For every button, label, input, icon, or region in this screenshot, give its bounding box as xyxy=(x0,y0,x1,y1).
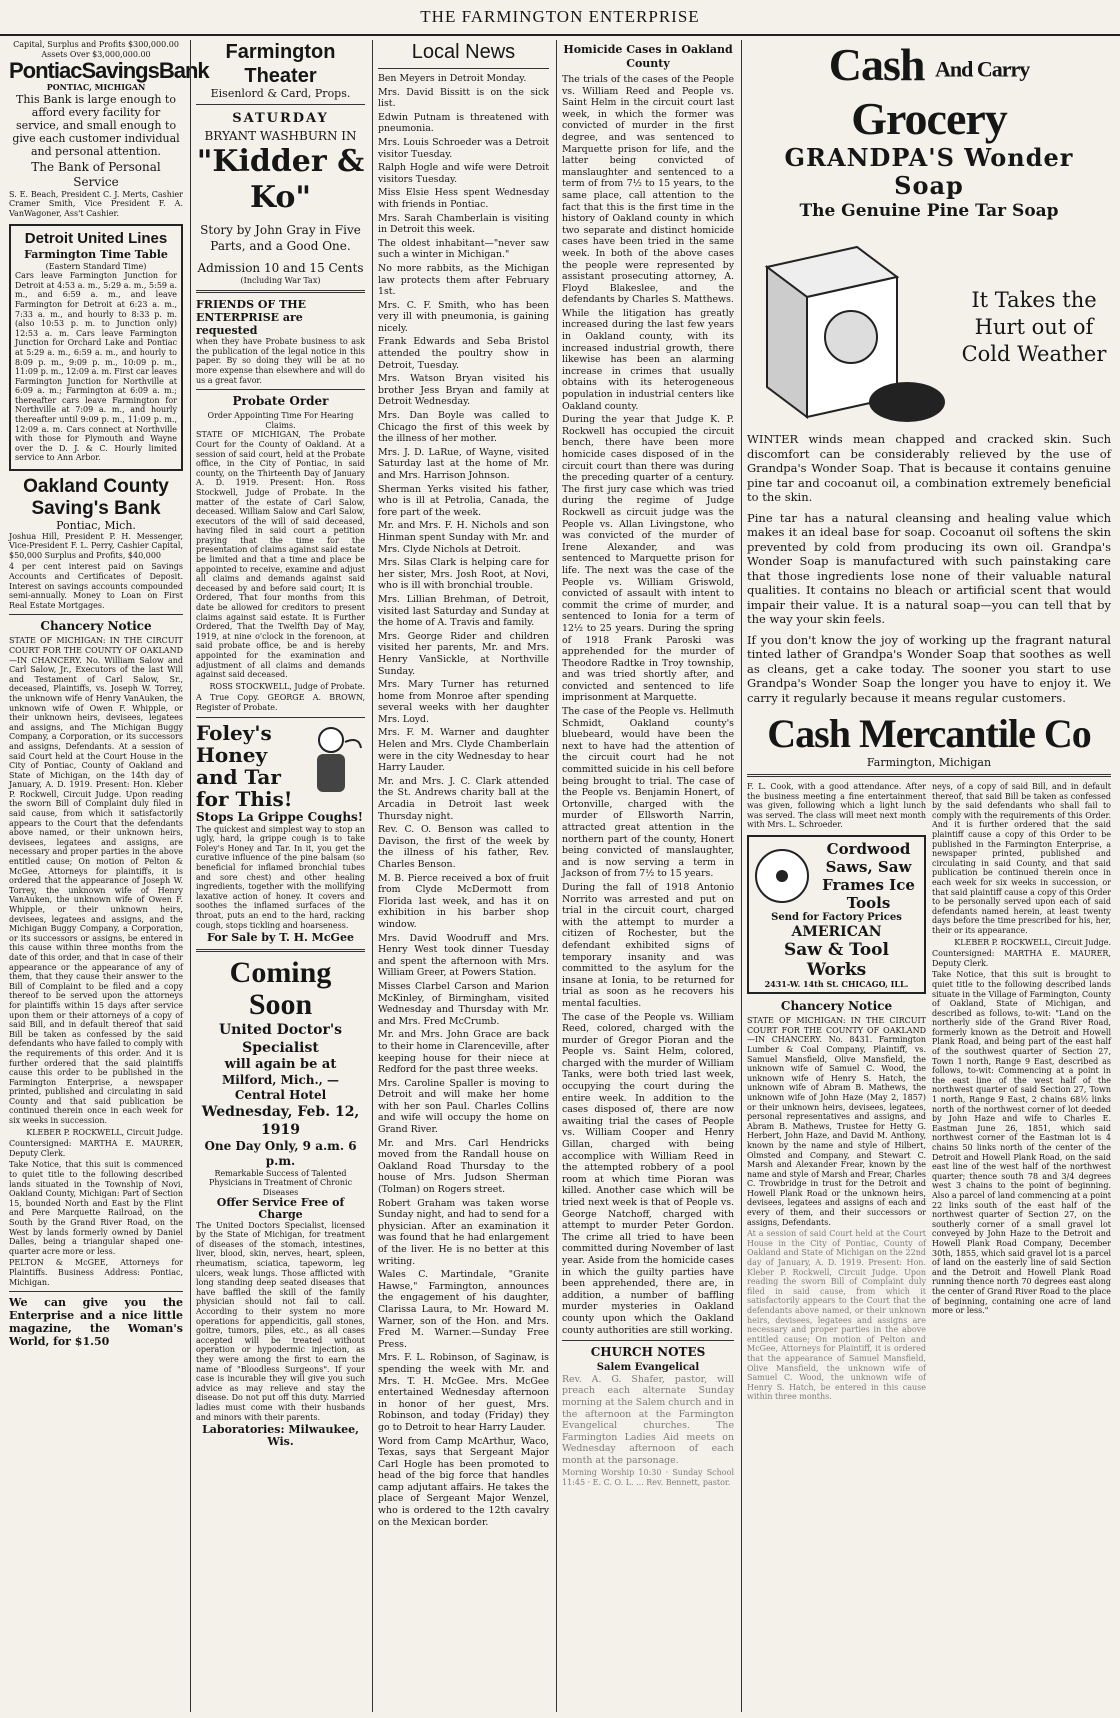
local-news-item: Rev. C. O. Benson was called to Davison, the first of the week by the illness of his father, Rev. Charles Benson. xyxy=(378,824,549,870)
foley-subtitle: Stops La Grippe Coughs! xyxy=(196,809,364,824)
subscription-offer: We can give you the Enterprise and a nice little magazine, the Woman's World, for $1.50 xyxy=(9,1296,183,1349)
friends-text: when they have Probate business to ask the publication of the legal notice in this paper. By so doing they will be at no more expense than elsewhere and will do us a great favor. xyxy=(196,337,365,385)
chancery2-text: STATE OF MICHIGAN: IN THE CIRCUIT COURT FOR THE COUNTY OF OAKLAND—IN CHANCERY. No. 8431. Farmington Lumber & Coal Company, Plaintiff, vs. Samuel Mansfield, Olive Mansfield, the unknown wife of Samuel C. Wood, the unknown wife of Henry S. Hatch, the unknown wife of Abram B. Mathews, the unknown wife of John Haze (May 2, 1857) or their unknown heirs, devisees, legatees, personal representatives and assigns, and Abram B. Mathews, Trustee for Hetty G. Herbert, John Haze, and David M. Anthony, known by the name and style of Hilbert, Olmsted and Company, and Stewart C. Marsh and Alexander Frear, known by the name and style of Marsh and Frear, Charles C. Trowbridge in trust for the Detroit and Howell Plank Road or the unknown heirs, devisees, legatees and assigns of each and every of them, and their successors or assigns, Defendants. xyxy=(747,1016,926,1227)
local-news-item: Mrs. Watson Bryan visited his brother Jess Bryan and family at Detroit Wednesday. xyxy=(378,373,549,408)
local-news-item: Mrs. Dan Boyle was called to Chicago the first of this week by the illness of her mother. xyxy=(378,410,549,445)
specialist-hours: One Day Only, 9 a.m. 6 p.m. xyxy=(204,1138,357,1168)
theater-name: Farmington Theater xyxy=(225,41,336,87)
local-news-item: Mr. and Mrs. Carl Hendricks moved from the Randall house on Oakland Road Thursday to the house of Mrs. Judson Sherman (Tolman) on Rogers street. xyxy=(378,1137,549,1196)
local-news-item: Mrs. Mary Turner has returned home from Monroe after spending several weeks with her daughter Mrs. Loyd. xyxy=(378,679,549,725)
church-title: CHURCH NOTES xyxy=(590,1345,706,1360)
ocsb-name: Oakland County Saving's Bank xyxy=(23,476,169,520)
chancery-text: STATE OF MICHIGAN: IN THE CIRCUIT COURT FOR THE COUNTY OF OAKLAND—IN CHANCERY. No. William Salow and Carl Salow, Jr., Executors of the last Will and Testament of Carl Salow, Sr., deceased, Plaintiffs, vs. Joseph W. Torrey, the unknown wife of Henry VanAuken, the unknown wife of Owen F. Whipple, or their unknown heirs, devisees, legatees and assigns, and The Michigan Buggy Company, a Corporation, or its successors and assigns, Defendants. At a session of said Court held at the Court House in the City of Pontiac, County of Oakland and State of Michigan, on the 14th day of January, A. D. 1919. Present: Hon. Kleber P. Rockwell, Circuit Judge. Upon reading the sworn Bill of Complaint duly filed in said cause, from which it satisfactorily appears to the Court that the defendants above named, or their unknown heirs, devisees, legatees and assigns, are necessary and proper parties in the above entitled cause; On motion of Pelton & McGee, Attorneys for plaintiffs, it is ordered that the appearance of Joseph W. Torrey, the unknown wife of Henry VanAuken, the unknown wife of Owen F. Whipple, or their unknown heirs, devisees, legatees and assigns, and the Michigan Buggy Company, a Corporation, or its successors or assigns, be entered in this cause within three months from the date of this order, and that in case of their appearance or the appearance of any of them, that they cause their answer to the Bill of Complaint to be filed and a copy thereof to be served upon the attorneys for plaintiffs within 15 days after service upon them or their attorneys of a copy of said Bill, and in default thereof that said Bill be taken as confessed by the said defendants who have failed to comply with the requirements of this order. And it is further ordered that the said plaintiffs cause this order to be published in the Farmington Enterprise, a newspaper printed, published and circulating in said County and that said publication be continued therein once in each week for six weeks in succession. xyxy=(9,636,183,1126)
foley-text: The quickest and simplest way to stop an ugly, hard, la grippe cough is to take Foley's Honey and Tar. In it, you get the curative influence of the pine balsam (so beneficial for inflamed bronchial tubes and sore chest) and other healing ingredients, together with the mollifying laxative action of honey. It covers and soothes the inflamed surfaces of the throat, puts an end to the hard, racking cough, stops tickling and hoarseness. xyxy=(196,824,365,930)
local-news-title: Local News xyxy=(411,41,516,63)
church-schedule: Morning Worship 10:30 · Sunday School 11:45 · E. C. O. L. ... Rev. Bennett, pastor. xyxy=(562,1468,734,1488)
local-news-item: Mrs. F. M. Warner and daughter Helen and Mrs. Clyde Chamberlain were in the city Wednesday to hear Harry Lauder. xyxy=(378,727,549,774)
local-news-item: Mrs. J. D. LaRue, of Wayne, visited Saturday last at the home of Mr. and Mrs. Harrison Johnson. xyxy=(378,446,549,481)
right-countersigned: Countersigned: MARTHA E. MAURER, Deputy Clerk. xyxy=(932,949,1111,968)
foley-title: Foley's Honey and Tar for This! xyxy=(196,720,293,811)
cook-item: F. L. Cook, with a good attendance. After the business meeting a fine entertainment was given, following which a light lunch was served. The class will meet next month with Mrs. L. Schroeder. xyxy=(747,782,926,830)
foley-sale: For Sale by T. H. McGee xyxy=(207,931,354,945)
masthead xyxy=(0,0,1120,36)
ocsb-text: 4 per cent interest paid on Savings Accounts and Certificates of Deposit. Interest on savings accounts compounded semi-annually. Money to Loan on First Real Estate Mortgages. xyxy=(9,562,183,610)
capital-line: Capital, Surplus and Profits $300,000.00 xyxy=(13,40,179,49)
local-news-item: Mr. and Mrs. F. H. Nichols and son Hinman spent Sunday with Mr. and Mrs. Clyde Nichols at Detroit. xyxy=(378,520,549,555)
local-news-item: Mr. and Mrs. J. C. Clark attended the St. Andrews charity ball at the Arcadia in Detroit last week Thursday night. xyxy=(378,775,549,822)
chancery2-title: Chancery Notice xyxy=(780,999,893,1014)
local-news-item: Mrs. Caroline Spaller is moving to Detroit and will make her home with her son Paul. Charles Collins and wife will occupy the home on Grand River. xyxy=(378,1077,549,1136)
attorneys: PELTON & McGEE, Attorneys for Plaintiffs. Business Address: Pontiac, Michigan. xyxy=(9,1258,183,1287)
take-notice: Take Notice, that this suit is commenced to quiet title to the following described lands situated in the Township of Novi, Oakland County, Michigan: Part of Section 15, bounded North and East by the Flint and Pere Marquette Railroad, on the South by the Grand River Road, on the West by lands formerly owned by Daniel Dalles, being a triangular shaped one-quarter acre more or less. xyxy=(9,1160,183,1256)
local-news-item: Mr. and Mrs. John Grace are back to their home in Clarenceville, after keeping house for their niece at Redford for the past three weeks. xyxy=(378,1029,549,1076)
column-2 xyxy=(190,40,370,1712)
homicide-paragraph: The case of the People vs. Hellmuth Schmidt, Oakland county's bluebeard, would have been the next to have had the attention of the circuit court had he not committed suicide in his cell before being brought to trial. The case of the People vs. Benjamin Honert, of Ortonville, charged with the murder of Ellsworth Narrin, attracted great attention in the northern part of the county, Honert being convicted of manslaughter, and is now serving a term in Jackson of from 7½ to 15 years. xyxy=(562,706,734,880)
specialist-date: Wednesday, Feb. 12, 1919 xyxy=(201,1103,360,1138)
lower-right-subcol xyxy=(932,782,1111,1404)
local-news-list xyxy=(378,73,549,1528)
theater-props: Eisenlord & Card, Props. xyxy=(210,87,351,100)
homicide-paragraph: The case of the People vs. William Reed, colored, charged with the murder of Gregor Pioran and the People vs. Saint Helm, colored, charged with the murder of William Tanks, were both tried last week, occupying the court during the entire week. In addition to the cases disposed of, there are now awaiting trial the cases of People vs. William Cooper and Henry Gillan, charged with being accomplice with William Reed in the attempted robbery of a pool room at which time Pioran was killed. Another case which will be tried next week is that of People vs. George Natchoff, charged with attempt to murder Peter Gordon. The crime all tried to have been committed during November of last year. Aside from the homicide cases in which the guilty parties have been apprehended, there are, in addition, a number of baffling murder mysteries in Oakland county upon which the Oakland county authorities are still working. xyxy=(562,1011,734,1336)
local-news-item: No more rabbits, as the Michigan law protects them after February 1st. xyxy=(378,262,549,298)
church-text: Rev. A. G. Shafer, pastor, will preach each alternate Sunday morning at the Salem church and in the afternoon at the Farmington Evangelical churches. The Farmington Ladies Aid meets on Wednesday afternoon of each month at the parsonage. xyxy=(562,1373,734,1466)
admission: Admission 10 and 15 Cents xyxy=(197,260,364,275)
homicide-paragraph: The trials of the cases of the People vs. William Reed and People vs. Saint Helm in the circuit court last week, in which the former was convicted of murder in the first degree, and was sentenced to Marquette prison for life, and the latter being convicted of manslaughter and sentenced to a term of from 7½ to 15 years, to the same place, call attention to the fact that this is the first time in the history of Oakland county in which two separate and distinct homicide cases have been tried in the same week. In both of the above cases the people were represented by assistant prosecuting attorney, A. Floyd Blakeslee, and the defendants by Charles S. Matthews. xyxy=(562,74,734,306)
homicide-title: Homicide Cases in Oakland County xyxy=(563,43,733,70)
dul-standard-time: (Eastern Standard Time) xyxy=(45,261,147,271)
specialist-text: The United Doctors Specialist, licensed by the State of Michigan, for treatment of diseases of the stomach, intestines, liver, blood, skin, nerves, heart, spleen, rheumatism, sciatica, tapeworm, leg ulcers, weak lungs. Those afflicted with long standing deep seated diseases that have baffled the skill of the family physician should not fail to call. According to their system no more operations for appendicitis, gall stones, goitre, tumors, piles, etc., as all cases accepted will be treated without operation or hypodermic injection, as they were among the first to earn the name of "Bloodless Surgeons". If your case is incurable they will give you such advice as may relieve and stay the disease. Do not put off this duty. Married ladies must come with their husbands and minors with their parents. xyxy=(196,1220,365,1422)
friends-title: FRIENDS OF THE ENTERPRISE are requested xyxy=(196,298,307,338)
column-5 xyxy=(741,40,1116,1712)
column-4 xyxy=(556,40,739,1712)
dul-title: Detroit United Lines xyxy=(24,229,168,247)
theater-star: BRYANT WASHBURN IN xyxy=(204,128,357,143)
soap-subtitle: The Genuine Pine Tar Soap xyxy=(799,201,1059,222)
specialist-place: Milford, Mich., — Central Hotel xyxy=(221,1072,340,1102)
local-news-item: Edwin Putnam is threatened with pneumonia. xyxy=(378,111,549,135)
saw-ad xyxy=(747,835,926,994)
saw-company-2: Saw & Tool Works xyxy=(784,939,889,980)
ocsb-city: Pontiac, Mich. xyxy=(56,519,136,533)
local-news-item: M. B. Pierce received a box of fruit from Clyde McDermott from Florida last week, and has it on exhibition in his barber shop window. xyxy=(378,872,549,930)
assets-line: Assets Over $3,000,000.00 xyxy=(41,49,151,59)
soap-paragraph-1: WINTER winds mean chapped and cracked skin. Such discomfort can be considerably relieved by the use of Grandpa's Wonder Soap. That is because it contains genuine pine tar and cocoanut oil, a combination extremely beneficial to the skin. xyxy=(747,432,1111,505)
local-news-item: Mrs. Silas Clark is helping care for her sister, Mrs. Josh Root, at Novi, who is ill with bronchial trouble. xyxy=(378,557,549,592)
probate-title: Probate Order xyxy=(232,394,329,409)
pontiac-bank-name: PontiacSavingsBank xyxy=(9,58,209,84)
cash-carry-headline xyxy=(747,40,1111,144)
local-news-item: Mrs. George Rider and children visited her parents, Mr. and Mrs. Henry VanSickle, at Northville Sunday. xyxy=(378,630,549,677)
soap-box-icon xyxy=(747,227,947,427)
film-story: Story by John Gray in Five Parts, and a Good One. xyxy=(200,222,361,253)
column-3 xyxy=(372,40,554,1712)
local-news-item: Word from Camp McArthur, Waco, Texas, says that Sergeant Major Carl Hogle has been promoted to head of the big force that handles camp adjutant affairs. He takes the place of Sergeant Major Wenzel, who is ordered to the 12th cavalry on the Mexican border. xyxy=(378,1435,549,1528)
local-news-item: Mrs. Sarah Chamberlain is visiting in Detroit this week. xyxy=(378,212,549,236)
film-title: "Kidder & Ko" xyxy=(196,143,365,215)
probate-true-copy: A True Copy. GEORGE A. BROWN, Register of Probate. xyxy=(196,693,365,712)
local-news-item: Ben Meyers in Detroit Monday. xyxy=(378,73,527,84)
foley-ad xyxy=(196,722,365,810)
specialist-lab: Laboratories: Milwaukee, Wis. xyxy=(202,1423,359,1448)
local-news-item: Misses Clarbel Carson and Marion McKinley, of Birmingham, visited Wednesday and Thursday with Mr. and Mrs. Fred McCrumb. xyxy=(378,980,549,1027)
probate-subtitle: Order Appointing Time For Hearing Claims. xyxy=(207,411,354,430)
soap-takes: It Takes the Hurt out of Cold Weather xyxy=(961,287,1107,366)
right-notice: Take Notice, that this suit is brought to quiet title to the following described lands situate in the Village of Farmington, County of Oakland, State of Michigan, and described as follows, to-wit: "Land on the northerly side of the Grand River Road, formerly known as the Detroit and Howell Plank Road, and being part of the east half of the southwest quarter of Section 27, Town 1 north, Range 9 East, described as follows, to-wit: Commencing at a point in the east line of the west half of the northwest quarter of said Section 27, Town 1 north, Range 9 East, 2 chains 68½ links north of the northwest corner of lot deeded by John Haze and wife to Charles E. Eastman June 26, 1851, which said northwest corner of the Eastman lot is 4 chains 50 links north of the center of the Detroit and Howell Plank Road, on the said east line of the west half of the northwest quarter; thence south 78 and 3/4 degrees west 3 chains to the point of beginning. Also a parcel of land commencing at a point 22 links south of the east half of the northwest quarter of Section 27, on the southerly corner of a small gravel lot conveyed by John Haze to the Detroit and Howell Plank Road Company, December 30th, 1855, which said gravel lot is a parcel of land on the easterly line of said Section and the Detroit and Howell Plank Road running thence north 70 degrees east along the center of Grand River Road to the place of beginning, containing one acre of land more or less." xyxy=(932,970,1111,1316)
church-subtitle: Salem Evangelical xyxy=(596,1362,700,1374)
soap-title: GRANDPA'S Wonder Soap xyxy=(784,143,1074,201)
chancery-countersigned: Countersigned: MARTHA E. MAURER, Deputy Clerk. xyxy=(9,1139,183,1158)
pontiac-slogan: The Bank of Personal Service xyxy=(31,159,161,189)
probate-signature: ROSS STOCKWELL, Judge of Probate. xyxy=(209,681,365,691)
specialist-remarkable: Remarkable Success of Talented Physicians in Treatment of Chronic Diseases xyxy=(208,1168,353,1197)
local-news-item: Mrs. F. L. Robinson, of Saginaw, is spending the week with Mr. and Mrs. T. H. McGee. Mrs. McGee entertained Wednesday afternoon in honor of her guest, Mrs. Robinson, and today (Friday) they go to Detroit to hear Harry Lauder. xyxy=(378,1352,549,1433)
chancery-title: Chancery Notice xyxy=(40,619,152,634)
right-signature: KLEBER P. ROCKWELL, Circuit Judge. xyxy=(954,937,1111,947)
soap-illustration xyxy=(747,222,1111,432)
local-news-item: The oldest inhabitant—"never saw such a winter in Michigan." xyxy=(378,237,549,261)
specialist-title: United Doctor's Specialist xyxy=(218,1021,343,1056)
pontiac-intro: This Bank is large enough to afford every facility for service, and small enough to give each customer individual and personal attention. xyxy=(12,92,180,158)
specialist-again: will again be at xyxy=(224,1056,337,1072)
local-news-item: Mrs. Lillian Brehman, of Detroit, visited last Saturday and Sunday at the home of A. Travis and family. xyxy=(378,593,549,629)
specialist-offer: Offer Service Free of Charge xyxy=(216,1196,345,1222)
local-news-item: Ralph Hogle and wife were Detroit visitors Tuesday. xyxy=(378,162,549,185)
mercantile-name: Cash Mercantile Co xyxy=(767,711,1091,757)
ocsb-officers: Joshua Hill, President P. H. Messenger, Vice-President F. L. Perry, Cashier Capital, $50,000 Surplus and Profits, $40,000 xyxy=(9,531,183,560)
chancery-signature: KLEBER P. ROCKWELL, Circuit Judge. xyxy=(26,1127,183,1137)
local-news-item: Frank Edwards and Seba Bristol attended the poultry show in Detroit, Tuesday. xyxy=(378,336,549,371)
local-news-item: Mrs. David Bissitt is on the sick list. xyxy=(378,86,549,110)
pontiac-officers: S. E. Beach, President C. J. Merts, Cashier Cramer Smith, Vice President F. A. VanWagoner, Ass't Cashier. xyxy=(9,189,183,218)
homicide-paragraph: During the year that Judge K. P. Rockwell has occupied the circuit bench, there have been more homicide cases disposed of in the circuit court than there was during the preceding quarter of a century. The first jury case which was tried during the regime of Judge Rockwell as circuit judge was the People vs. Allan Livingstone, who was convicted of the murder of Irene Alexander, and was sentenced to Marquette prison for life. The next was the case of the People vs. William Griswold, convicted of assault with intent to commit the crime of murder, and sentenced to Ionia for a term of 12½ to 25 years. During the spring of 1918 Frank Paroski was apprehended for the murder of Theodore Radtke in Troy township, and was tried shortly after, and convicted and sentenced to life imprisonment at Marquette. xyxy=(562,414,734,704)
local-news-item: Robert Graham was taken worse Sunday night, and had to send for a physician. After an examination it was found that he had enlargement of the liver. He is no better at this writing. xyxy=(378,1197,549,1267)
saw-address: 2431-W. 14th St. CHICAGO, ILL. xyxy=(764,978,909,989)
coming-soon: Coming Soon xyxy=(229,955,332,1021)
local-news-item: Mrs. Louis Schroeder was a Detroit visitor Tuesday. xyxy=(378,136,549,160)
dul-schedule: Cars leave Farmington Junction for Detroit at 4:53 a. m., 5:29 a. m., 5:59 a. m., and 6:59 a. m., and leave Farmington for Detroit at 6:23 a. m., 7:33 a. m., and hourly to 8:33 p. m. (also 10:53 p. m. to Junction only) 12:53 a. m. Cars leave Farmington Junction for Orchard Lake and Pontiac at 5:29 a. m., 6:59 a. m., and hourly to 8:09 p. m., 9:09 p. m., 10:09 p. m., 11:09 p. m., 12:09 a. m. First car leaves Farmington Junction for Northville at 6:09 a. m.; Farmington at 6:09 a. m.; thereafter cars leave Farmington for Northville at 7:09 a. m., and hourly thereafter until 9:09 p. m., 11:09 p. m., 12:09 a. m. Cars connect at Northville with those for Plymouth and Wayne over the D. J. & C. Hourly limited service to Ann Arbor. xyxy=(15,271,177,463)
local-news-item: Mrs. C. F. Smith, who has been very ill with pneumonia, is gaining nicely. xyxy=(378,299,549,334)
column-1 xyxy=(4,40,209,1712)
war-tax: (Including War Tax) xyxy=(240,275,321,285)
theater-day: SATURDAY xyxy=(232,110,329,126)
saw-blade-icon xyxy=(752,846,812,906)
homicide-article xyxy=(562,74,734,1336)
cough-figure-icon xyxy=(301,722,365,802)
soap-paragraph-2: Pine tar has a natural cleansing and healing value which makes it an ideal base for soap. Cocoanut oil softens the skin prevented by cold from producing its own oil. Grandpa's Wonder Soap is manufactured with such painstaking care that those ingredients lose none of their valuable natural qualities. It contains no bleach or artificial scent that would impair their value. It is a natural soap—you can tell that by the way your skin feels. xyxy=(747,510,1111,627)
soap-paragraph-3: If you don't know the joy of working up the fragrant natural tinted lather of Grandpa's Wonder Soap that soothes as well as cleans, get a cake today. The sooner you start to use Grandpa's Wonder Soap the longer you have to enjoy it. We carry it regularly because it means regular customers. xyxy=(747,632,1111,705)
chancery2-more: At a session of said Court held at the Court House in the City of Pontiac, County of Oakland and State of Michigan on the 22nd day of January, A. D. 1919. Present: Hon. Kleber P. Rockwell, Circuit Judge. Upon reading the sworn Bill of Complaint duly filed in said cause, from which it satisfactorily appears to the Court that the defendants above named, or their unknown heirs, devisees, legatees and assigns are necessary and proper parties in the above entitled cause; On motion of Pelton and McGee, Attorneys for Plaintiff, it is ordered that the appearance of Samuel Mansfield, Olive Mansfield, the unknown wife of Samuel C. Wood, the unknown wife of Henry S. Hatch, be entered in this cause within three months. xyxy=(747,1229,926,1402)
saw-send: Send for Factory Prices xyxy=(771,912,902,923)
lower-right-columns xyxy=(747,782,1111,1404)
homicide-paragraph: During the fall of 1918 Antonio Norrito was arrested and put on trial in the circuit court, charged with the attempt to murder a citizen of Rochester, but the defendant exhibited signs of temporary insanity and was committed to the asylum for the insane at Ionia, to be returned for trial as soon as he recovers his mental faculties. xyxy=(562,881,734,1009)
cash-word: Cash xyxy=(828,39,925,90)
mercantile-city: Farmington, Michigan xyxy=(866,756,992,770)
saw-company-1: AMERICAN xyxy=(791,923,882,940)
local-news-item: Wales C. Martindale, "Granite Hawse," Farmington, announces the engagement of his daughter, Clarissa Laura, to Mr. Howard M. Warner, son of the Hon. and Mrs. Fred M. Warner.—Sunday Free Press. xyxy=(378,1269,549,1350)
dul-subtitle: Farmington Time Table xyxy=(24,247,168,261)
lower-left-subcol xyxy=(747,782,926,1404)
saw-title: Cordwood Saws, Saw Frames Ice Tools xyxy=(822,840,915,912)
pontiac-city: PONTIAC, MICHIGAN xyxy=(46,82,146,93)
grocery-word: Grocery xyxy=(851,93,1007,145)
local-news-item: Mrs. David Woodruff and Mrs. Henry West took dinner Tuesday and spent the afternoon with Mrs. William Greer, at Powers Station. xyxy=(378,932,549,979)
probate-text: STATE OF MICHIGAN, The Probate Court for the County of Oakland. At a session of said court, held at the Probate office, in the City of Pontiac, in said county, on the Thirteenth Day of January A. D. 1919. Present: Hon. Ross Stockwell, Judge of Probate. In the matter of the estate of Carl Salow, deceased. William Salow and Carl Salow, executors of the will of said deceased, having filed in said court a petition praying that the time for the presentation of claims against said estate be limited and that a time and place be appointed to receive, examine and adjust all claims and demands against said deceased by and before said court; It is Ordered, That four months from this date be allowed for creditors to present claims against said estate. It is Further Ordered, That the Twelfth Day of May, 1919, at nine o'clock in the forenoon, at said probate office, be and is hereby appointed for the examination and adjustment of all claims and demands against said deceased. xyxy=(196,430,365,680)
homicide-paragraph: While the litigation has greatly increased during the last few years in Oakland county, with its increased industrial growth, there likewise has been an alarming increase in crimes that usually obtains with its heterogeneous population in industrial centers like Oakland county. xyxy=(562,307,734,412)
right-text: neys, of a copy of said Bill, and in default thereof, that said Bill be taken as confessed by the said defendants who shall fail to comply with the requirements of this Order. And it is further ordered that the said plaintiff cause a copy of this Order to be published in the Farmington Enterprise, a newspaper printed, published and circulating in said County, and that said publication be continued therein once in each week for six weeks in succession, or that said plaintiff cause a copy of this Order to be personally served upon each of said defendants named herein, at least twenty days before the time prescribed for his, her, their or its appearance. xyxy=(932,782,1111,935)
dul-timetable xyxy=(9,224,183,471)
local-news-item: Miss Elsie Hess spent Wednesday with friends in Pontiac. xyxy=(378,187,549,210)
local-news-item: Sherman Yerks visited his father, who is ill at Petrolia, Canada, the fore part of the week. xyxy=(378,483,549,518)
and-carry: And Carry xyxy=(934,56,1030,82)
masthead-title: THE FARMINGTON ENTERPRISE xyxy=(420,7,700,26)
